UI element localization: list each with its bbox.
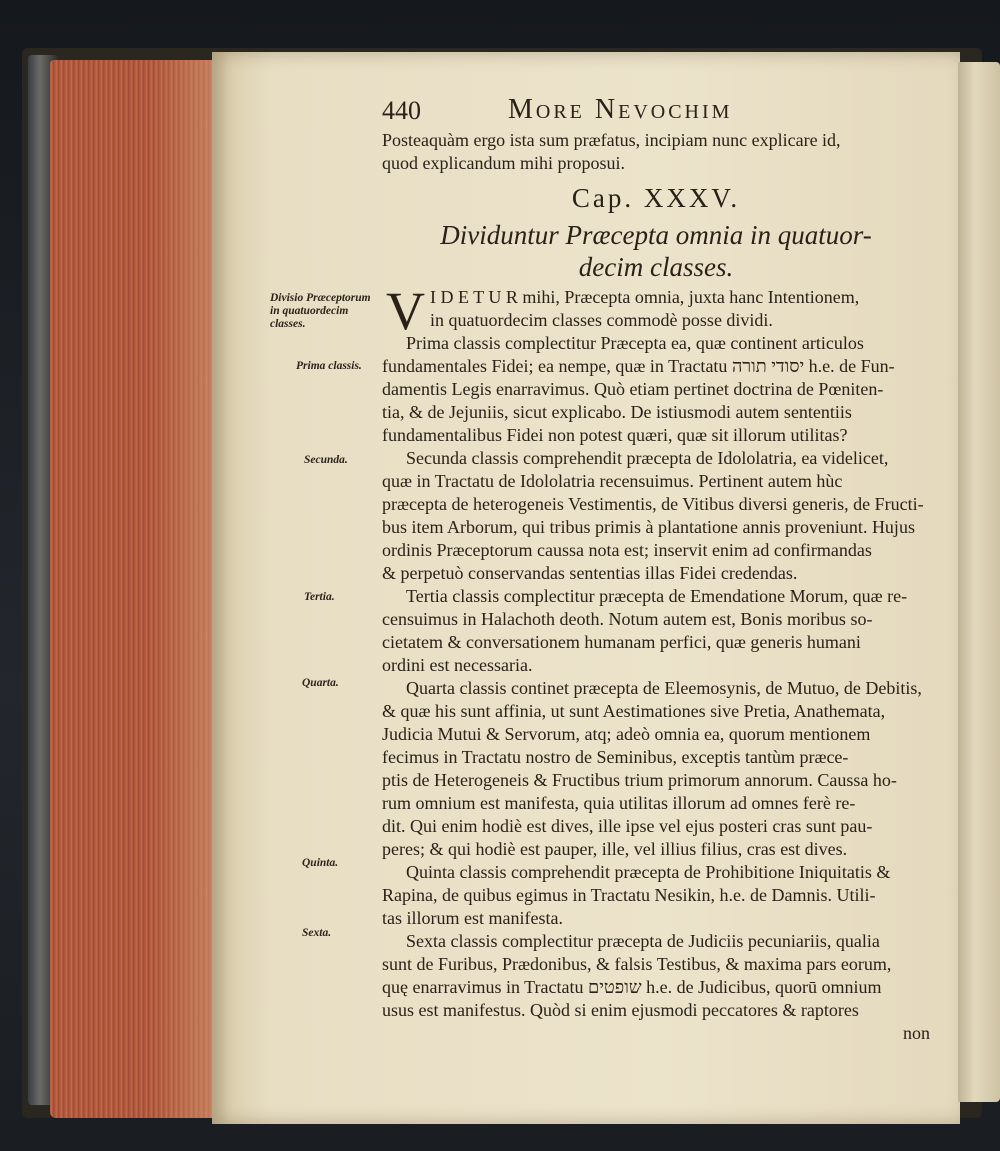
text-line: Secunda classis comprehendit præcepta de Idololatria, ea videlicet, (406, 448, 889, 468)
margin-note-tertia: Tertia. (304, 591, 335, 603)
text-line: sunt de Furibus, Prædonibus, & falsis Testibus, & maxima pars eorum, (382, 954, 892, 974)
text-line: fundamentalibus Fidei non potest quæri, quæ sit illorum utilitas? (382, 425, 848, 445)
page-number: 440 (382, 96, 421, 125)
margin-note-quinta: Quinta. (302, 857, 339, 869)
text-line: præcepta de heterogeneis Vestimentis, de Vitibus diversi generis, de Fructi- (382, 494, 924, 514)
drop-capital: V (386, 281, 425, 341)
text-line: usus est manifestus. Quòd si enim ejusmodi peccatores & raptores (382, 1000, 859, 1020)
text-line: Rapina, de quibus egimus in Tractatu Nesikin, h.e. de Damnis. Utili- (382, 885, 876, 905)
text-line: ordinis Præceptorum caussa nota est; inservit enim ad confirmandas (382, 540, 872, 560)
chapter-number: Cap. XXXV. (571, 183, 741, 213)
margin-note-prima: Prima classis. (296, 360, 362, 372)
text-line: Judicia Mutui & Servorum, atq; adeò omnia ea, quorum mentionem (382, 724, 871, 744)
text-line: tia, & de Jejuniis, sicut explicabo. De istiusmodi autem sententiis (382, 402, 852, 422)
facing-page-edge (958, 62, 1000, 1102)
text-line: quę enarravimus in Tractatu שופטים h.e. de Judicibus, quorū omnium (382, 977, 882, 997)
text-line: Sexta classis complectitur præcepta de Judiciis pecuniariis, qualia (406, 931, 880, 951)
text-line: quæ in Tractatu de Idololatria recensuimus. Pertinent autem hùc (382, 471, 843, 491)
margin-note-division: Divisio Præceptorum in quatuordecim classes. (270, 292, 371, 330)
text-line: rum omnium est manifesta, quia utilitas illorum ad omnes ferè re- (382, 793, 856, 813)
page-header (382, 96, 942, 130)
text-line: fundamentales Fidei; ea nempe, quæ in Tractatu יסודי תורה h.e. de Fun- (382, 356, 895, 376)
text-line: Quinta classis comprehendit præcepta de Prohibitione Iniquitatis & (406, 862, 891, 882)
text-line: cietatem & conversationem humanam perfici, quæ generis humani (382, 632, 861, 652)
text-line: Quarta classis continet præcepta de Eleemosynis, de Mutuo, de Debitis, (406, 678, 922, 698)
text-line: ptis de Heterogeneis & Fructibus trium primorum annorum. Caussa ho- (382, 770, 897, 790)
text-line: I D E T U R mihi, Præcepta omnia, juxta hanc Intentionem, (430, 287, 860, 307)
text-line: quod explicandum mihi proposui. (382, 153, 625, 173)
margin-note-quarta: Quarta. (302, 677, 339, 689)
text-line: ordini est necessaria. (382, 655, 533, 675)
margin-note-secunda: Secunda. (304, 454, 348, 466)
text-line: bus item Arborum, qui tribus primis à plantatione annis proveniunt. Hujus (382, 517, 915, 537)
page-edges-shade (150, 60, 215, 1118)
text-line: tas illorum est manifesta. (382, 908, 563, 928)
running-title: More Nevochim (508, 94, 733, 125)
text-line: Prima classis complectitur Præcepta ea, quæ continent articulos (406, 333, 864, 353)
margin-note-sexta: Sexta. (302, 927, 332, 939)
chapter-title-line2: decim classes. (578, 252, 734, 282)
text-line: damentis Legis enarravimus. Quò etiam pertinet doctrina de Pœniten- (382, 379, 884, 399)
text-line: & perpetuò conservandas sententias illas Fidei credendas. (382, 563, 798, 583)
catchword: non (903, 1023, 930, 1043)
text-line: censuimus in Halachoth deoth. Notum autem est, Bonis moribus so- (382, 609, 873, 629)
text-line: peres; & qui hodiè est pauper, ille, vel illius filius, cras est dives. (382, 839, 848, 859)
text-line: Tertia classis complectitur præcepta de Emendatione Morum, quæ re- (406, 586, 908, 606)
chapter-title-line1: Dividuntur Præcepta omnia in quatuor- (440, 220, 872, 250)
text-line: fecimus in Tractatu nostro de Seminibus, exceptis tantùm præce- (382, 747, 849, 767)
text-line: & quæ his sunt affinia, ut sunt Aestimationes sive Pretia, Anathemata, (382, 701, 886, 721)
text-line: dit. Qui enim hodiè est dives, ille ipse vel ejus posteri cras sunt pau- (382, 816, 873, 836)
text-line: in quatuordecim classes commodè posse dividi. (430, 310, 773, 330)
text-line: Posteaquàm ergo ista sum præfatus, incipiam nunc explicare id, (382, 130, 841, 150)
